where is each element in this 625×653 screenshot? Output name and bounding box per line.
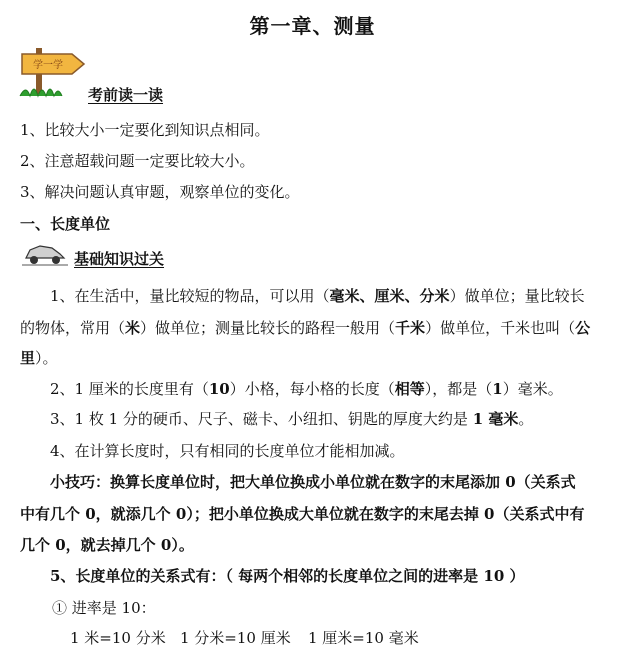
answer: 里 — [20, 349, 36, 367]
text: ）做单位；测量比较长的路程一般用（ — [140, 319, 396, 337]
basic-knowledge-heading: 基础知识过关 — [74, 250, 165, 268]
trick-line-3: 几个 0，就去掉几个 0）。 — [20, 536, 194, 554]
trick-line-2: 中有几个 0，就添几个 0）；把小单位换成大单位就在数字的末尾去掉 0（关系式中有 — [20, 505, 585, 523]
answer: 米 — [125, 319, 141, 337]
text: 3、1 枚 1 分的硬币、尺子、磁卡、小纽扣、钥匙的厚度大约是 — [50, 410, 473, 428]
text: ）毫米。 — [502, 380, 563, 398]
para-1-line-2 — [20, 318, 590, 338]
answer: 相等 — [394, 380, 425, 398]
trick-line-1: 小技巧：换算长度单位时，把大单位换成小单位就在数字的末尾添加 0（关系式 — [50, 473, 576, 491]
answer: 公 — [575, 319, 591, 337]
text: ）。 — [35, 349, 58, 367]
para-1-line-1 — [50, 286, 585, 306]
tip-3: 3、解决问题认真审题，观察单位的变化。 — [20, 183, 300, 201]
text: ）小格，每小格的长度（ — [229, 380, 395, 398]
text: 。 — [518, 410, 534, 428]
pre-read-heading: 考前读一读 — [88, 86, 164, 104]
text: ），都是（ — [424, 380, 493, 398]
answer: 千米 — [395, 319, 426, 337]
answer: 毫米、厘米、分米 — [329, 287, 450, 305]
text: 1、在生活中，量比较短的物品，可以用（ — [50, 287, 330, 305]
section-length-heading: 一、长度单位 — [20, 215, 111, 233]
para-2 — [50, 379, 563, 399]
text: 的物体，常用（ — [20, 319, 126, 337]
para-1-line-3 — [20, 348, 58, 368]
para-4: 4、在计算长度时，只有相同的长度单位才能相加减。 — [50, 442, 405, 460]
conversion-3: 1 厘米=10 毫米 — [308, 629, 419, 647]
tip-2: 2、注意超载问题一定要比较大小。 — [20, 152, 255, 170]
signpost-icon — [16, 40, 88, 102]
text: 2、1 厘米的长度里有（ — [50, 380, 209, 398]
sign-label: 学一学 — [33, 60, 63, 71]
conversion-2: 1 分米=10 厘米 — [180, 629, 291, 647]
tip-1: 1、比较大小一定要化到知识点相同。 — [20, 121, 270, 139]
answer: 1 — [492, 380, 503, 398]
car-icon — [22, 240, 68, 266]
answer: 1 毫米 — [472, 410, 519, 428]
conversion-1: 1 米=10 分米 — [70, 629, 166, 647]
answer: 10 — [208, 380, 230, 398]
rate-label: ① 进率是 10： — [52, 599, 156, 617]
para-3 — [50, 409, 533, 429]
page-title: 第一章、测量 — [249, 14, 376, 38]
text: ）做单位，千米也叫（ — [425, 319, 576, 337]
text: ）做单位；量比较长 — [449, 287, 585, 305]
para-5: 5、长度单位的关系式有：（ 每两个相邻的长度单位之间的进率是 10 ） — [50, 567, 525, 585]
